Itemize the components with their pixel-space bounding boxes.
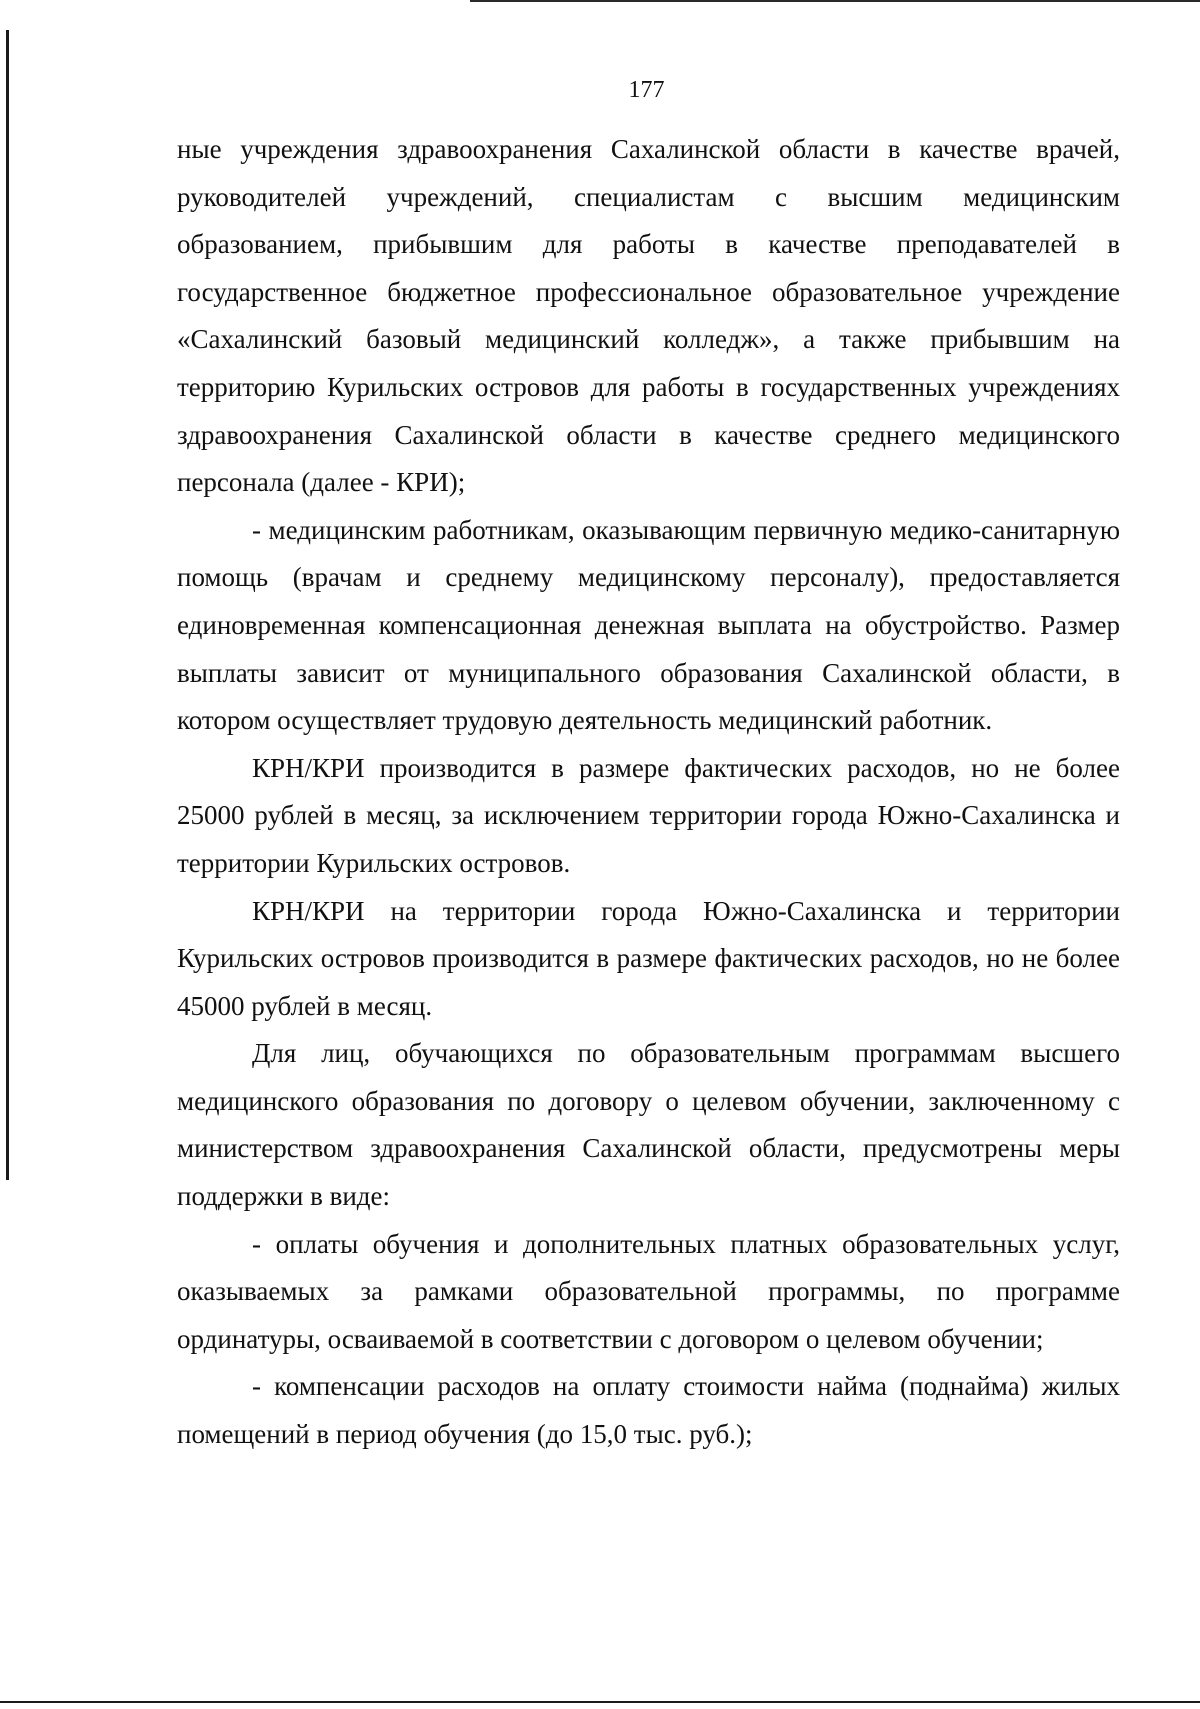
scan-border-left	[6, 30, 9, 1180]
scan-border-top	[470, 0, 1200, 2]
paragraph-continuation: ные учреждения здравоохранения Сахалинской области в качестве врачей, руководителей учреждений, специалистам с высшим медицинским образованием, прибывшим для работы в качестве преподавателей в государственное бюджетное профессиональное образовательное учреждение «Сахалинский базовый медицинский колледж», а также прибывшим на территорию Курильских островов для работы в государственных учреждениях здравоохранения Сахалинской области в качестве среднего медицинского персонала (далее - КРИ);	[177, 134, 1120, 498]
page-number: 177	[628, 77, 665, 103]
paragraph-bullet-housing: - компенсации расходов на оплату стоимости найма (поднайма) жилых помещений в период обучения (до 15,0 тыс. руб.);	[177, 1371, 1120, 1450]
paragraph-bullet-medical-workers: - медицинским работникам, оказывающим первичную медико-санитарную помощь (врачам и среднему медицинскому персоналу), предоставляется единовременная компенсационная денежная выплата на обустройство. Размер выплаты зависит от муниципального образования Сахалинской области, в котором осуществляет трудовую деятельность медицинский работник.	[177, 514, 1120, 736]
paragraph-students-support: Для лиц, обучающихся по образовательным программам высшего медицинского образования по договору о целевом обучении, заключенному с министерством здравоохранения Сахалинской области, предусмотрены меры поддержки в виде:	[177, 1038, 1120, 1212]
paragraph-krn-kri-45000: КРН/КРИ на территории города Южно-Сахалинска и территории Курильских островов производится в размере фактических расходов, но не более 45000 рублей в месяц.	[177, 895, 1120, 1021]
paragraph-krn-kri-25000: КРН/КРИ производится в размере фактических расходов, но не более 25000 рублей в месяц, за исключением территории города Южно-Сахалинска и территории Курильских островов.	[177, 752, 1120, 878]
document-body	[177, 126, 1120, 1459]
paragraph-bullet-tuition: - оплаты обучения и дополнительных платных образовательных услуг, оказываемых за рамками образовательной программы, по программе ординатуры, осваиваемой в соответствии с договором о целевом обучении;	[177, 1228, 1120, 1354]
scan-border-bottom	[0, 1701, 1200, 1703]
